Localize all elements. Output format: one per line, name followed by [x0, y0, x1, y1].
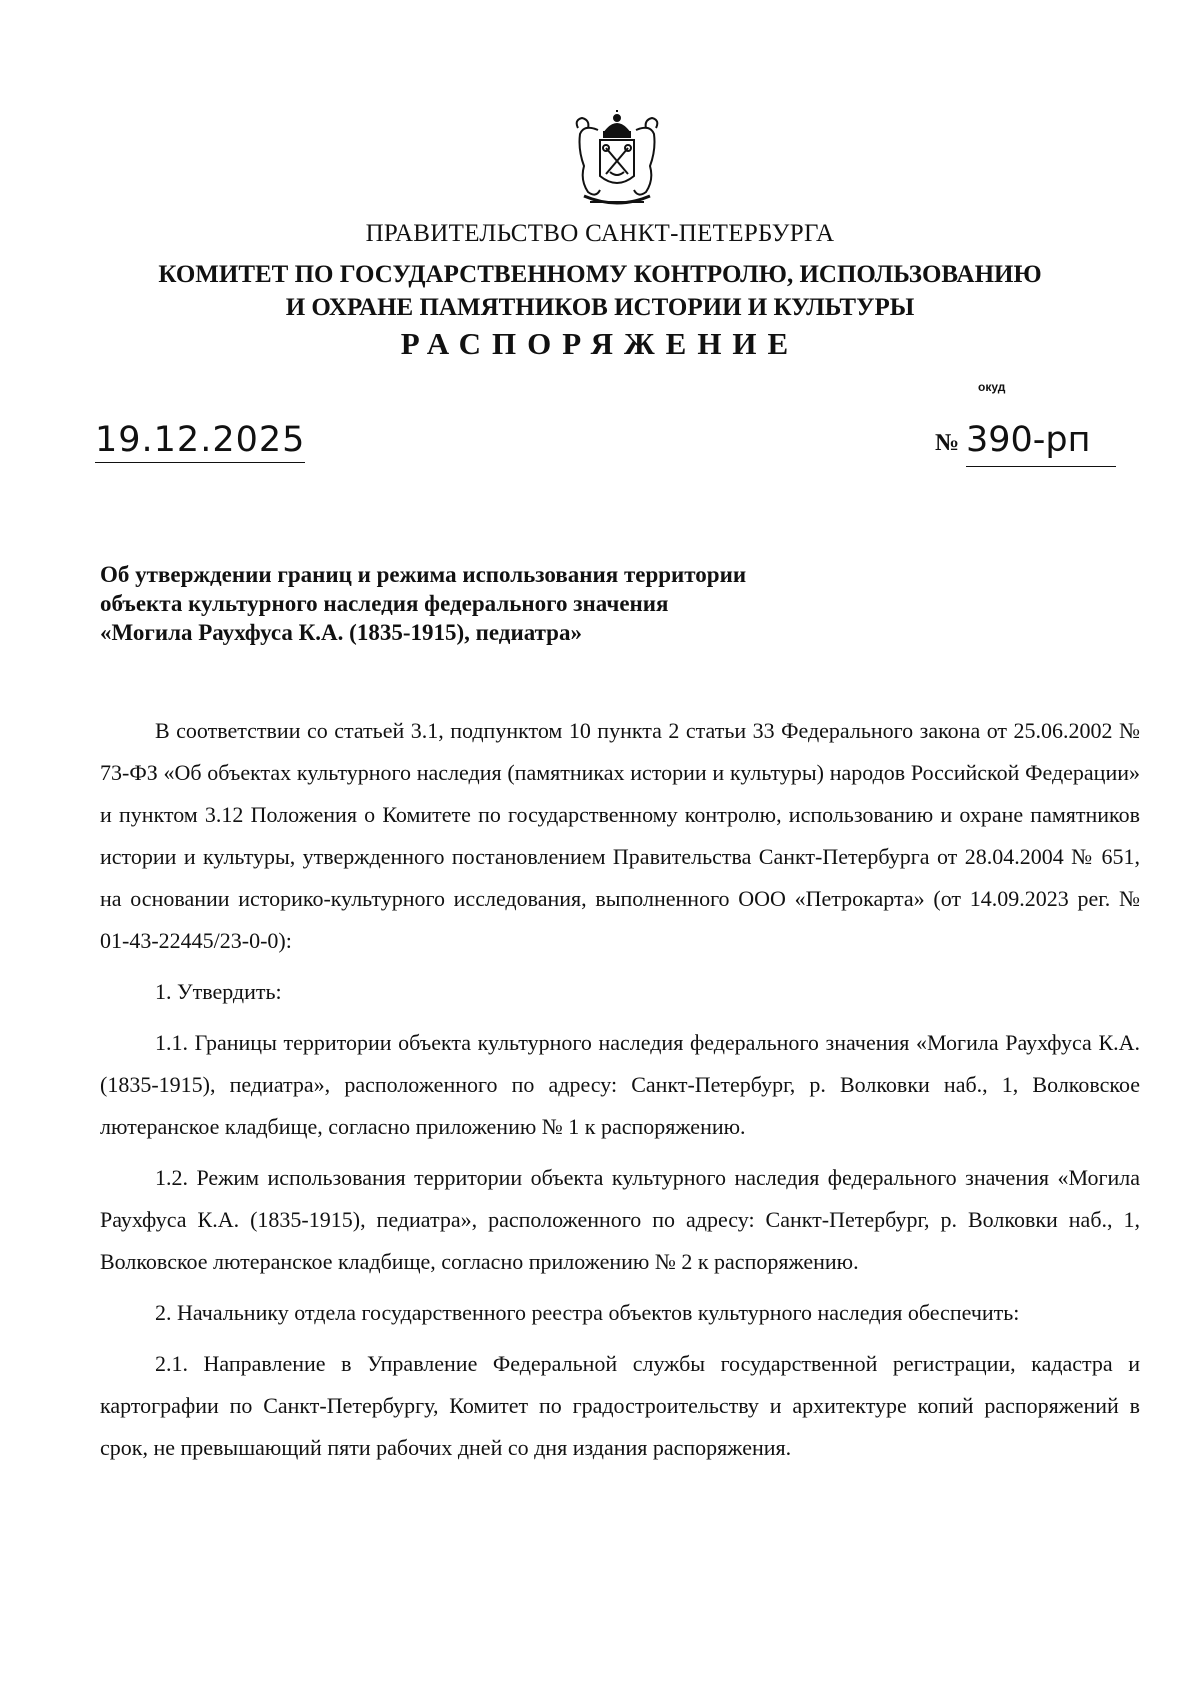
document-body — [100, 710, 1140, 1478]
document-type-title: РАСПОРЯЖЕНИЕ — [400, 326, 800, 361]
paragraph-item-2: 2. Начальнику отдела государственного реестра объектов культурного наследия обеспечить: — [155, 1300, 1020, 1325]
committee-title-line2: И ОХРАНЕ ПАМЯТНИКОВ ИСТОРИИ И КУЛЬТУРЫ — [285, 294, 915, 321]
government-title: ПРАВИТЕЛЬСТВО САНКТ-ПЕТЕРБУРГА — [365, 220, 835, 247]
subject-line3: «Могила Раухфуса К.А. (1835-1915), педиатра» — [100, 620, 582, 645]
number-label: № — [935, 430, 960, 456]
committee-title-line1: КОМИТЕТ ПО ГОСУДАРСТВЕННОМУ КОНТРОЛЮ, ИСПОЛЬЗОВАНИЮ — [158, 261, 1042, 288]
paragraph-item-2-1: 2.1. Направление в Управление Федеральной службы государственной регистрации, кадастра и картографии по Санкт-Петербургу, Комитет по градостроительству и архитектуре копий распоряжений в срок, не превышающий пяти рабочих дней со дня издания распоряжения. — [100, 1351, 1140, 1460]
okud-label: окуд — [978, 380, 1006, 394]
paragraph-preamble: В соответствии со статьей 3.1, подпунктом 10 пункта 2 статьи 33 Федерального закона от 25.06.2002 № 73-ФЗ «Об объектах культурного наследия (памятниках истории и культуры) народов Российской Федерации» и пунктом 3.12 Положения о Комитете по государственному контролю, использованию и охране памятников истории и культуры, утвержденного постановлением Правительства Санкт-Петербурга от 28.04.2004 № 651, на основании историко-культурного исследования, выполненного ООО «Петрокарта» (от 14.09.2023 рег. № 01-43-22445/23-0-0): — [100, 718, 1140, 953]
document-number: 390-рп — [966, 420, 1091, 460]
paragraph-item-1: 1. Утвердить: — [155, 979, 282, 1004]
subject-line2: объекта культурного наследия федерального значения — [100, 591, 669, 616]
paragraph-item-1-1: 1.1. Границы территории объекта культурного наследия федерального значения «Могила Раухфуса К.А. (1835-1915), педиатра», расположенного по адресу: Санкт-Петербург, р. Волковки наб., 1, Волковское лютеранское кладбище, согласно приложению № 1 к распоряжению. — [100, 1030, 1140, 1139]
paragraph-item-1-2: 1.2. Режим использования территории объекта культурного наследия федерального значения «Могила Раухфуса К.А. (1835-1915), педиатра», расположенного по адресу: Санкт-Петербург, р. Волковки наб., 1, Волковское лютеранское кладбище, согласно приложению № 2 к распоряжению. — [100, 1165, 1140, 1274]
document-subject — [100, 560, 860, 647]
committee-title — [0, 258, 1200, 324]
number-underline — [966, 466, 1116, 467]
coat-of-arms-icon — [570, 110, 665, 210]
document-date: 19.12.2025 — [95, 420, 305, 463]
subject-line1: Об утверждении границ и режима использования территории — [100, 562, 747, 587]
